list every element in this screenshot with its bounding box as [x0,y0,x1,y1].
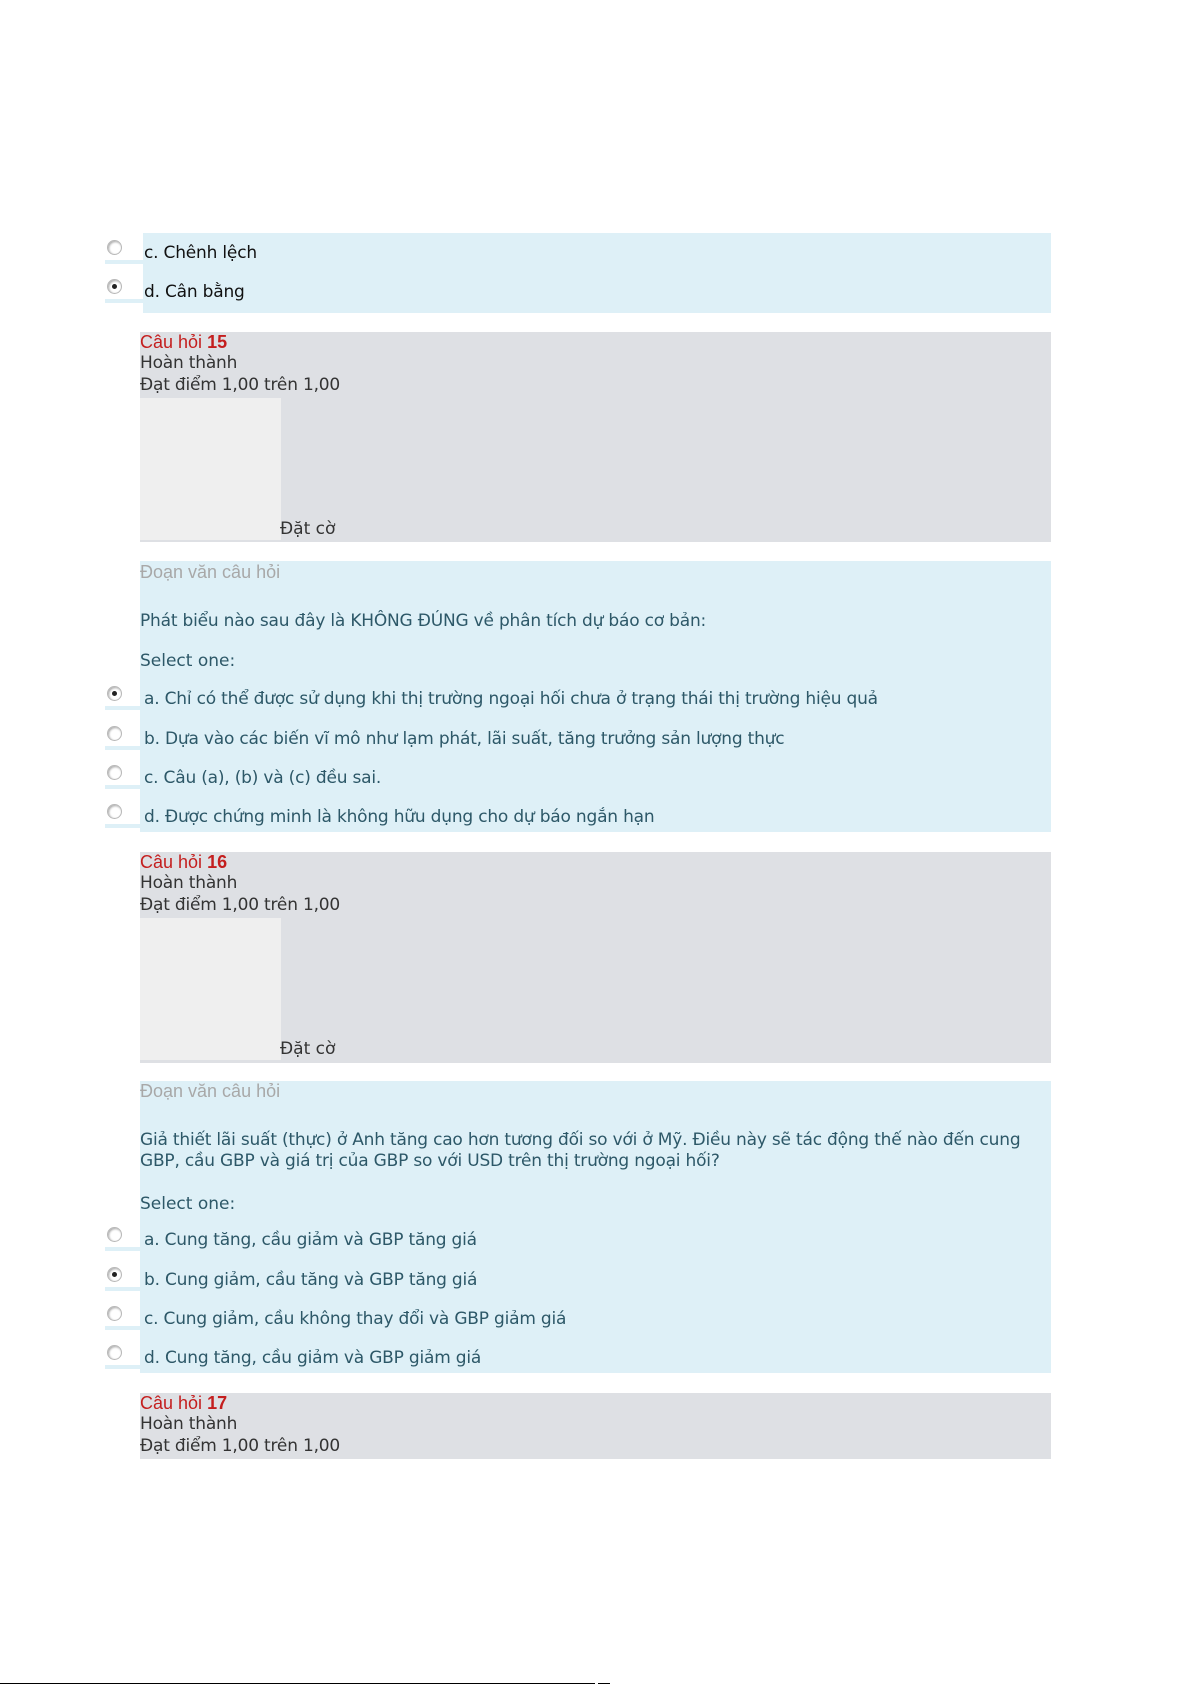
q17-heading [140,1393,227,1414]
q15-option-c-label: c. Câu (a), (b) và (c) đều sai. [144,768,382,788]
q16-radio-a[interactable] [107,1227,122,1242]
q16-heading [140,852,227,873]
q15-grade: Đạt điểm 1,00 trên 1,00 [140,375,341,395]
q17-grade: Đạt điểm 1,00 trên 1,00 [140,1436,341,1456]
q15-state: Hoàn thành [140,353,238,373]
q14-radio-c[interactable] [107,240,122,255]
radio-underline [105,706,143,710]
q16-select-one: Select one: [140,1194,236,1214]
q16-option-a-label: a. Cung tăng, cầu giảm và GBP tăng giá [144,1230,477,1250]
q16-qtext-title: Đoạn văn câu hỏi [140,1081,281,1101]
q15-qtext-title: Đoạn văn câu hỏi [140,562,281,582]
radio-underline [105,785,143,789]
q15-prompt: Phát biểu nào sau đây là KHÔNG ĐÚNG về phân tích dự báo cơ bản: [140,611,707,631]
q16-radio-b[interactable] [107,1267,122,1282]
q16-number: 16 [207,852,228,872]
radio-underline [105,299,143,303]
q14-option-d-label: d. Cân bằng [144,282,245,302]
q15-radio-c[interactable] [107,765,122,780]
radio-underline [105,1287,143,1291]
q15-radio-a[interactable] [107,686,122,701]
radio-underline [105,824,143,828]
q16-flag-label[interactable]: Đặt cờ [280,1039,336,1059]
q16-flag-box[interactable] [140,918,281,1060]
radio-underline [105,1326,143,1330]
q16-option-c-label: c. Cung giảm, cầu không thay đổi và GBP giảm giá [144,1309,567,1329]
q17-heading-prefix: Câu hỏi [140,1393,203,1413]
q15-radio-b[interactable] [107,726,122,741]
q15-flag-box[interactable] [140,398,281,540]
radio-underline [105,260,143,264]
q15-option-b-label: b. Dựa vào các biến vĩ mô như lạm phát, lãi suất, tăng trưởng sản lượng thực [144,729,785,749]
q15-heading-prefix: Câu hỏi [140,332,203,352]
q16-option-d-label: d. Cung tăng, cầu giảm và GBP giảm giá [144,1348,482,1368]
q16-state: Hoàn thành [140,873,238,893]
footer-rule [0,1683,595,1684]
q17-number: 17 [207,1393,228,1413]
footer-mark [598,1683,610,1684]
q16-radio-d[interactable] [107,1345,122,1360]
q14-answer-panel [143,233,1051,313]
q15-option-d-label: d. Được chứng minh là không hữu dụng cho dự báo ngắn hạn [144,807,655,827]
radio-underline [105,746,143,750]
q16-heading-prefix: Câu hỏi [140,852,203,872]
q15-flag-label[interactable]: Đặt cờ [280,519,336,539]
q15-number: 15 [207,332,228,352]
q14-option-c-label: c. Chênh lệch [144,243,257,263]
q17-state: Hoàn thành [140,1414,238,1434]
q16-grade: Đạt điểm 1,00 trên 1,00 [140,895,341,915]
q15-option-a-label: a. Chỉ có thể được sử dụng khi thị trường ngoại hối chưa ở trạng thái thị trường hiệu quả [144,689,878,709]
q16-radio-c[interactable] [107,1306,122,1321]
q16-option-b-label: b. Cung giảm, cầu tăng và GBP tăng giá [144,1270,478,1290]
radio-underline [105,1247,143,1251]
q16-content-panel [140,1081,1051,1373]
radio-underline [105,1365,143,1369]
q15-heading [140,332,227,353]
q15-radio-d[interactable] [107,804,122,819]
q16-prompt: Giả thiết lãi suất (thực) ở Anh tăng cao hơn tương đối so với ở Mỹ. Điều này sẽ tác động thế nào đến cung GBP, cầu GBP và giá trị của GBP so với USD trên thị trường ngoại hối? [140,1130,1021,1171]
q14-radio-d[interactable] [107,279,122,294]
q15-select-one: Select one: [140,651,236,671]
